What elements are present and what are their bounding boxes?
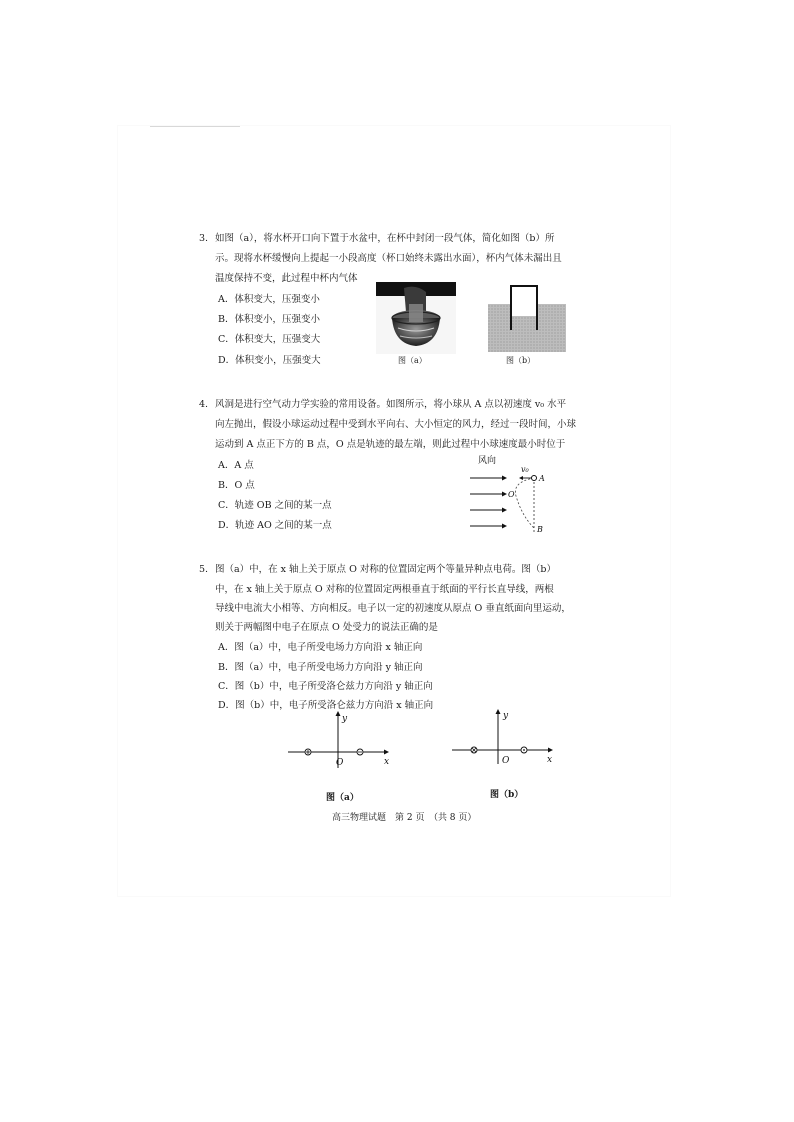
q3-number: 3.: [199, 233, 209, 244]
q5-option-b: B．图（a）中，电子所受电场力方向沿 y 轴正向: [218, 662, 423, 673]
q5-figure-a-charges: [284, 708, 394, 768]
v0-label: v₀: [521, 465, 529, 474]
q4-option-c: C．轨迹 OB 之间的某一点: [218, 500, 332, 511]
q3-figure-a-photo: [376, 282, 456, 354]
q5-option-d: D．图（b）中，电子所受洛仑兹力方向沿 x 轴正向: [218, 700, 434, 711]
q3-option-d: D．体积变小，压强变大: [218, 355, 321, 366]
q3-line-2: 示。现将水杯缓慢向上提起一小段高度（杯口始终未露出水面），杯内气体未漏出且: [215, 253, 562, 264]
q5-figure-b-wires: [448, 704, 558, 766]
q4-option-b: B．O 点: [218, 480, 255, 491]
y-axis-label: y: [503, 711, 509, 721]
q3-line-1: 如图（a），将水杯开口向下置于水盆中，在杯中封闭一段气体，简化如图（b）所: [215, 233, 555, 244]
scan-smudge: [150, 126, 240, 127]
q3-line-3: 温度保持不变，此过程中杯内气体: [215, 273, 358, 284]
point-a-label: A: [539, 474, 545, 483]
q3-option-a: A．体积变大，压强变小: [218, 294, 320, 305]
page-footer: 高三物理试题 第 2 页 （共 8 页）: [332, 813, 477, 823]
q5-number: 5.: [199, 564, 209, 575]
q5-figure-b-caption: 图（b）: [490, 790, 524, 800]
q4-wind-tunnel-figure: [466, 452, 570, 536]
q5-option-a: A．图（a）中，电子所受电场力方向沿 x 轴正向: [218, 642, 423, 653]
q3-figure-b-diagram: [488, 284, 566, 356]
q4-option-d: D．轨迹 AO 之间的某一点: [218, 520, 332, 531]
ball-trajectory: [515, 478, 534, 528]
x-axis-label: x: [384, 757, 390, 767]
point-b-label: B: [537, 525, 543, 534]
x-axis-label: x: [547, 755, 553, 765]
q4-number: 4.: [199, 399, 209, 410]
q3-figure-b-caption: 图（b）: [506, 356, 536, 365]
q3-option-c: C．体积变大，压强变大: [218, 334, 321, 345]
q5-line-1: 图（a）中，在 x 轴上关于原点 O 对称的位置固定两个等量异种点电荷。图（b）: [215, 564, 556, 575]
q3-option-b: B．体积变小，压强变小: [218, 314, 320, 325]
y-axis-label: y: [342, 714, 348, 724]
q4-option-a: A．A 点: [218, 460, 254, 471]
q5-line-3: 导线中电流大小相等、方向相反。电子以一定的初速度从原点 O 垂直纸面向里运动，: [215, 603, 571, 614]
q5-option-c: C．图（b）中，电子所受洛仑兹力方向沿 y 轴正向: [218, 681, 433, 692]
q5-line-4: 则关于两幅图中电子在原点 O 处受力的说法正确的是: [215, 622, 438, 633]
q4-line-2: 向左抛出，假设小球运动过程中受到水平向右、大小恒定的风力，经过一段时间，小球: [215, 419, 577, 430]
point-o-label: O: [508, 490, 515, 499]
q5-line-2: 中，在 x 轴上关于原点 O 对称的位置固定两根垂直于纸面的平行长直导线，两根: [215, 584, 554, 595]
q4-line-3: 运动到 A 点正下方的 B 点，O 点是轨迹的最左端，则此过程中小球速度最小时位于: [215, 439, 566, 450]
q4-line-1: 风洞是进行空气动力学实验的常用设备。如图所示，将小球从 A 点以初速度 v₀ 水平: [215, 399, 567, 410]
ball-at-a: [532, 476, 537, 481]
q5-figure-a-caption: 图（a）: [326, 793, 359, 803]
wind-direction-label: 风向: [478, 456, 497, 466]
origin-label: O: [502, 756, 510, 766]
q3-figure-a-caption: 图（a）: [398, 356, 427, 365]
origin-label: O: [336, 758, 344, 768]
